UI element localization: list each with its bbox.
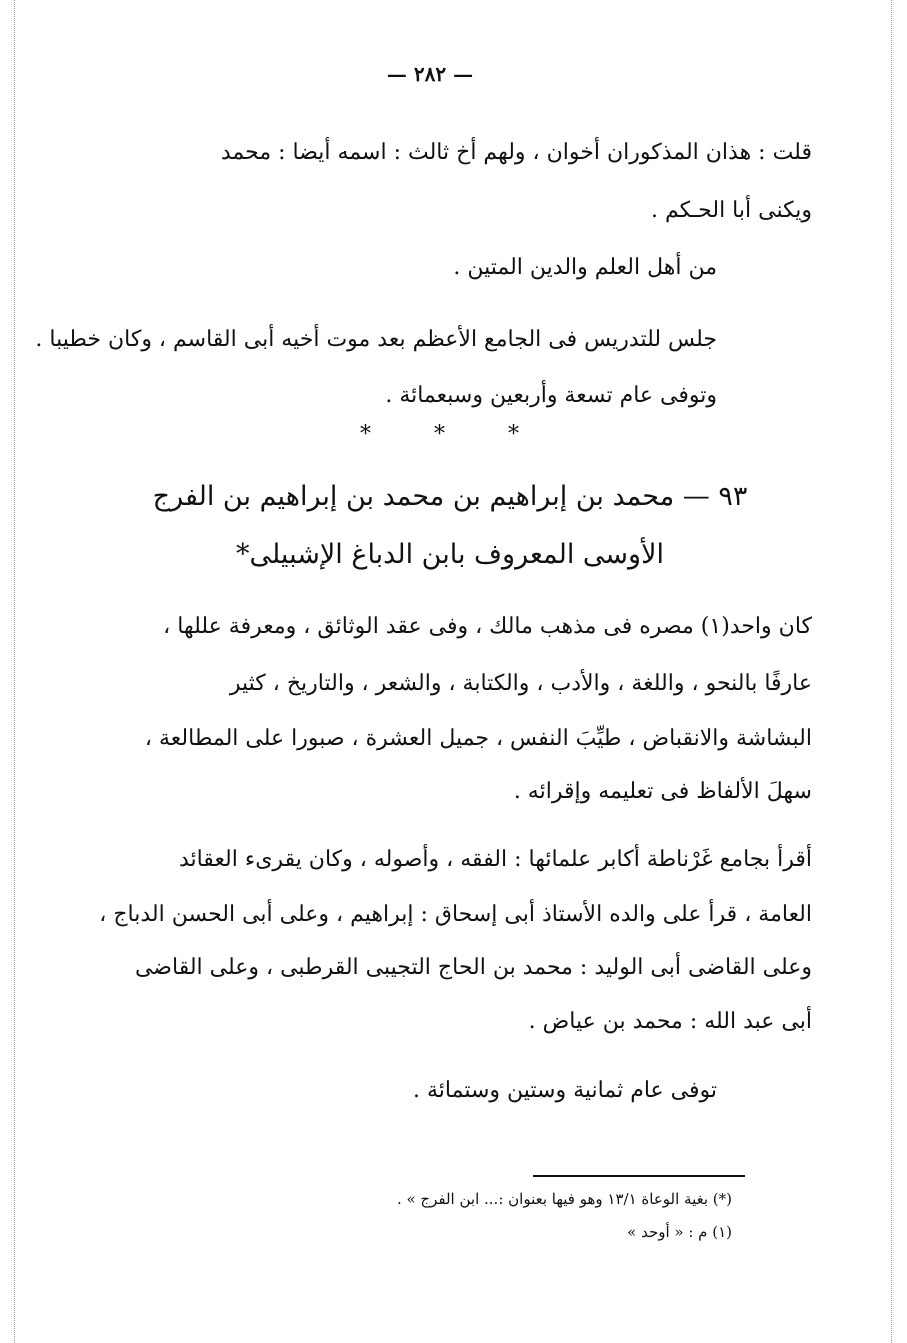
intro-line-4: جلس للتدريس فى الجامع الأعظم بعد موت أخيه أبى القاسم ، وكان خطيبا . — [35, 327, 717, 352]
paragraph-2-line-2: العامة ، قرأ على والده الأستاذ أبى إسحاق : إبراهيم ، وعلى أبى الحسن الدباج ، — [99, 902, 812, 927]
footnote-rule — [533, 1175, 745, 1177]
intro-line-5: وتوفى عام تسعة وأربعين وسبعمائة . — [385, 383, 717, 408]
section-separator: * * * — [360, 422, 547, 447]
intro-line-2: ويكنى أبا الحـكم . — [650, 198, 812, 223]
paragraph-1-line-4: سهلَ الألفاظ فى تعليمه وإقرائه . — [513, 779, 812, 804]
paragraph-1-line-1: كان واحد(١) مصره فى مذهب مالك ، وفى عقد الوثائق ، ومعرفة عللها ، — [163, 614, 812, 639]
page-number: — ٢٨٢ — — [386, 62, 474, 86]
paragraph-1-line-3: البشاشة والانقباض ، طيِّبَ النفس ، جميل العشرة ، صبورا على المطالعة ، — [144, 726, 812, 751]
entry-heading-line-1: ٩٣ — محمد بن إبراهيم بن محمد بن إبراهيم بن الفرج — [152, 481, 748, 512]
left-scan-edge — [14, 0, 15, 1343]
footnote-1: (*) بغية الوعاة ١٣/١ وهو فيها بعنوان :... ابن الفرج » . — [396, 1190, 732, 1208]
paragraph-1-line-2: عارفًا بالنحو ، واللغة ، والأدب ، والكتابة ، والشعر ، والتاريخ ، كثير — [229, 671, 812, 696]
intro-line-3: من أهل العلم والدين المتين . — [453, 255, 717, 280]
right-scan-edge — [891, 0, 892, 1343]
paragraph-2-line-3: وعلى القاضى أبى الوليد : محمد بن الحاج التجيبى القرطبى ، وعلى القاضى — [134, 955, 812, 980]
footnote-2: (١) م : « أوحد » — [627, 1223, 732, 1241]
intro-line-1: قلت : هذان المذكوران أخوان ، ولهم أخ ثالث : اسمه أيضا : محمد — [220, 140, 812, 165]
paragraph-2-line-1: أقرأ بجامع غَرْناطة أكابر علمائها : الفقه ، وأصوله ، وكان يقرىء العقائد — [178, 847, 812, 872]
paragraph-2-line-4: أبى عبد الله : محمد بن عياض . — [528, 1009, 812, 1034]
death-line: توفى عام ثمانية وستين وستمائة . — [413, 1078, 717, 1103]
entry-heading-line-2: الأوسى المعروف بابن الدباغ الإشبيلى* — [235, 539, 664, 570]
